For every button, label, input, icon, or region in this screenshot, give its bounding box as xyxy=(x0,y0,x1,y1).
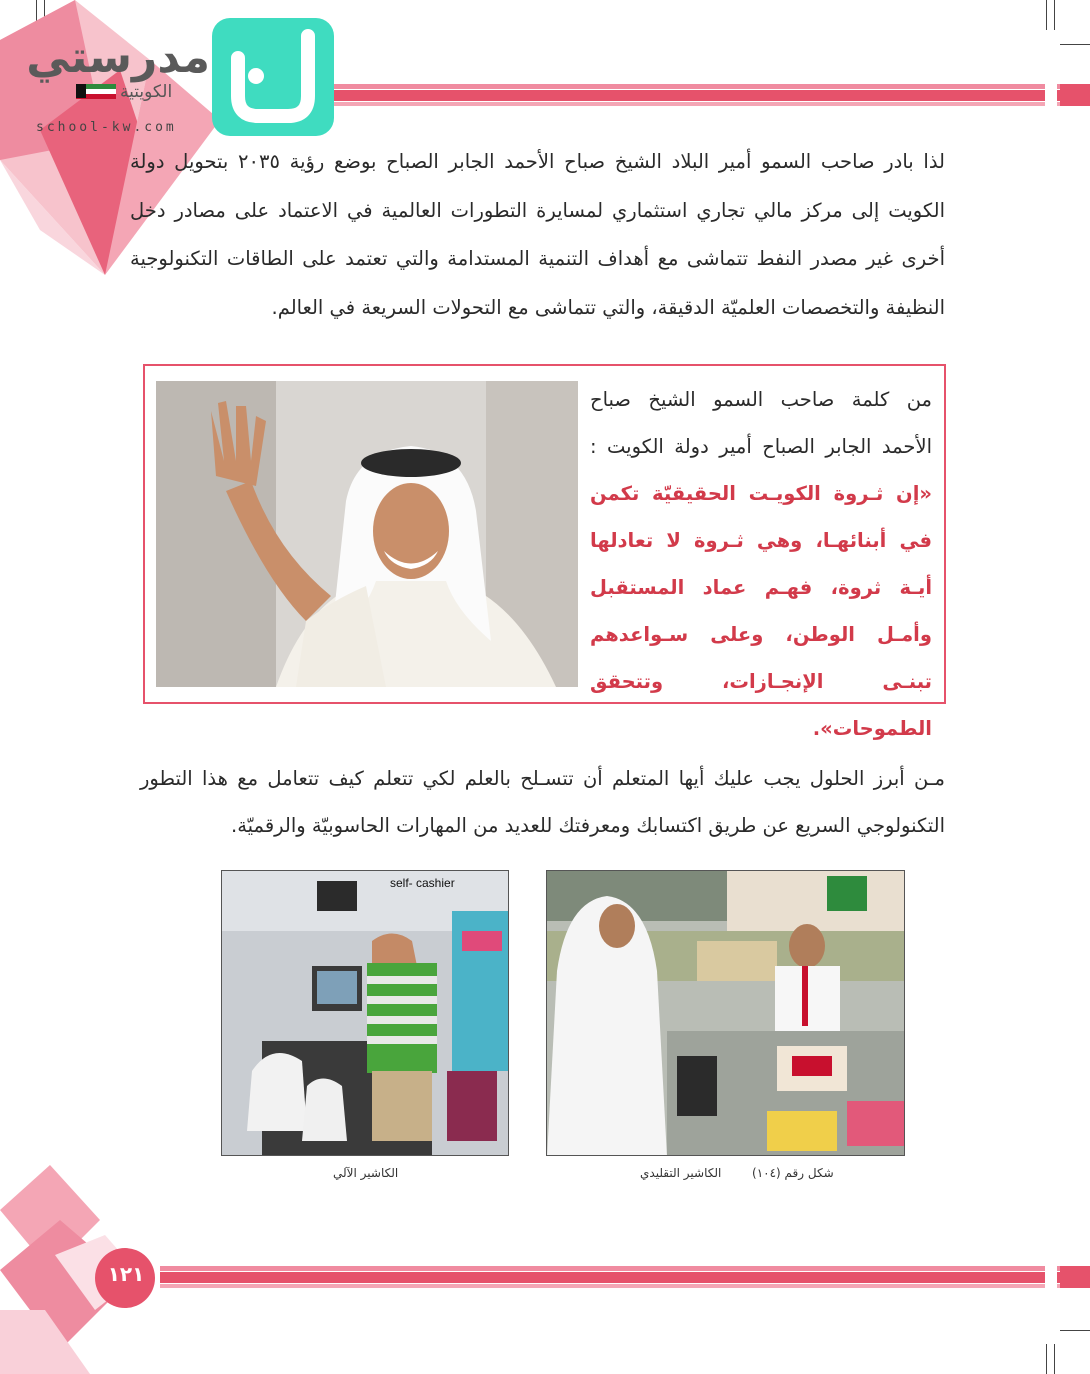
traditional-cashier-photo xyxy=(546,870,905,1156)
crop-mark xyxy=(1054,0,1055,30)
header-stripe xyxy=(300,102,1090,106)
quote-text xyxy=(590,376,932,752)
page-number: ١٢١ xyxy=(107,1262,145,1286)
figure-number: شكل رقم (١٠٤) xyxy=(752,1166,834,1180)
header-stripe xyxy=(300,90,1090,101)
logo-title: مدرستي xyxy=(26,32,210,83)
crop-mark xyxy=(1046,1344,1047,1374)
logo-badge xyxy=(212,18,334,136)
solutions-paragraph: مـن أبرز الحلول يجب عليك أيها المتعلم أن تتسـلح بالعلم لكي تتعلم كيف تتعامل مع هذا التطور التكنولوجي السريع عن طريق اكتسابك ومعرفتك للعديد من المهارات الحاسوبيّة والرقميّة. xyxy=(140,767,945,837)
footer-stripe xyxy=(160,1284,1090,1288)
crop-mark xyxy=(1060,44,1090,45)
footer-stripe-end xyxy=(1045,1266,1057,1288)
crop-mark xyxy=(1046,0,1047,30)
logo-glyph-icon xyxy=(212,18,334,136)
self-cashier-label: self- cashier xyxy=(390,876,455,890)
crop-mark xyxy=(1054,1344,1055,1374)
caption-auto-cashier: الكاشير الآلي xyxy=(333,1166,399,1180)
quote-intro: من كلمة صاحب السمو الشيخ صباح الأحمد الجابر الصباح أمير دولة الكويت : xyxy=(590,388,932,458)
footer-stripe xyxy=(160,1266,1090,1271)
intro-paragraph: لذا بادر صاحب السمو أمير البلاد الشيخ صباح الأحمد الجابر الصباح بوضع رؤية ٢٠٣٥ بتحويل دولة الكويت إلى مركز مالي تجاري استثماري لمسايرة التطورات العالمية في الاعتماد على مصادر دخل أخرى غير مصدر النفط تتماشى مع أهداف التنمية المستدامة والتي تعتمد على الطاقات التكنولوجية النظيفة والتخصصات العلميّة الدقيقة، والتي تتماشى مع التحولات السريعة في العالم. xyxy=(130,150,946,319)
footer-stripe xyxy=(160,1272,1090,1283)
header-stripe-end xyxy=(1060,84,1090,106)
logo-subtitle: الكويتية xyxy=(120,82,173,102)
amir-photo xyxy=(156,381,578,687)
header-stripe xyxy=(300,84,1090,89)
quote-body: «إن ثـروة الكويـت الحقيقيّة تكمن في أبنائهـا، وهي ثـروة لا تعادلها أيـة ثروة، فهـم عماد المستقبل وأمـل الوطن، وعلى سـواعدهم تبنـى الإنجـازات، وتتحقق الطموحات». xyxy=(590,482,932,740)
kuwait-flag-icon xyxy=(76,84,116,99)
logo-url: school-kw.com xyxy=(36,120,177,135)
header-stripe-end xyxy=(1045,84,1057,106)
caption-traditional-cashier: الكاشير التقليدي xyxy=(640,1166,722,1180)
self-cashier-photo xyxy=(221,870,509,1156)
crop-mark xyxy=(1060,1330,1090,1331)
footer-stripe-end xyxy=(1060,1266,1090,1288)
